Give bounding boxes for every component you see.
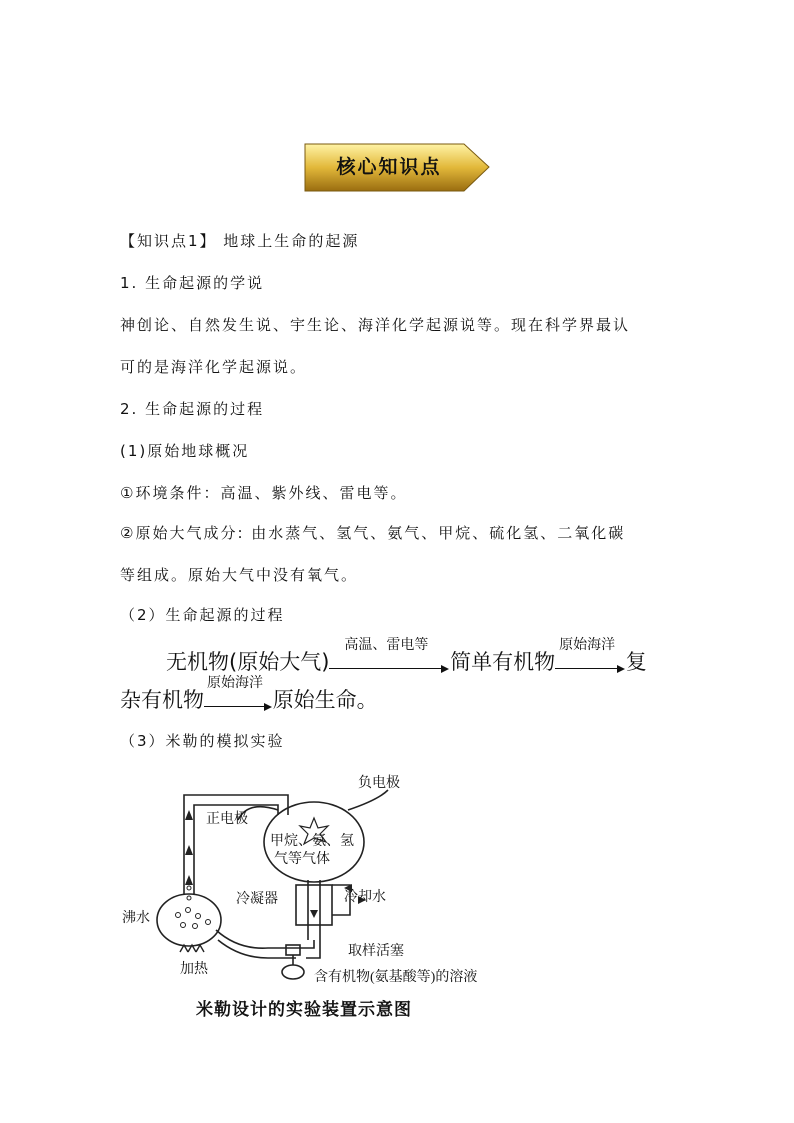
label-negative-electrode: 负电极 [358,776,400,791]
label-condenser: 冷凝器 [236,892,278,907]
label-cooling-water: 冷却水 [344,890,386,905]
equation-line-2 [120,675,378,714]
eq-arrow-1-label: 高温、雷电等 [344,637,429,653]
eq-arrow-3 [204,675,266,712]
heading-process: 2. 生命起源的过程 [120,400,265,418]
text-atmosphere-b: 等组成。原始大气中没有氧气。 [120,566,359,584]
heading-knowledge-1: 【知识点1】 地球上生命的起源 [120,232,360,250]
text-environment: ①环境条件：高温、紫外线、雷电等。 [120,484,408,502]
label-gases-1: 甲烷、氨、氢 [270,834,354,849]
heading-life-origin: （2）生命起源的过程 [120,606,285,624]
label-sampling-valve: 取样活塞 [348,944,404,959]
eq-simple-organic: 简单有机物 [450,650,556,674]
eq-arrow-3-label: 原始海洋 [207,675,263,691]
label-solution: 含有机物(氨基酸等)的溶液 [314,970,478,985]
eq-complex-organic: 杂有机物 [120,688,204,712]
label-positive-electrode: 正电极 [206,812,248,827]
label-heating: 加热 [180,962,208,977]
eq-arrow-2 [555,637,619,674]
label-boiling-water: 沸水 [122,911,150,926]
text-theories-a: 神创论、自然发生说、宇生论、海洋化学起源说等。现在科学界最认 [120,316,631,334]
text-atmosphere-a: ②原始大气成分: 由水蒸气、氢气、氨气、甲烷、硫化氢、二氧化碳 [120,524,626,542]
section-banner [304,143,490,192]
apparatus-drawing [118,770,538,990]
eq-complex-start: 复 [625,650,647,674]
eq-arrow-1 [329,637,443,674]
heading-theories: 1. 生命起源的学说 [120,274,265,292]
heading-miller: （3）米勒的模拟实验 [120,732,285,750]
diagram-caption: 米勒设计的实验装置示意图 [196,1000,412,1020]
eq-inorganic: 无机物(原始大气) [166,650,330,674]
eq-arrow-2-label: 原始海洋 [559,637,616,653]
label-gases-2: 气等气体 [274,852,330,867]
text-theories-b: 可的是海洋化学起源说。 [120,358,308,376]
miller-apparatus-diagram [118,770,538,994]
eq-primitive-life: 原始生命。 [272,688,378,712]
banner-title: 核心知识点 [336,156,442,178]
heading-primitive-earth: (1)原始地球概况 [120,442,250,460]
